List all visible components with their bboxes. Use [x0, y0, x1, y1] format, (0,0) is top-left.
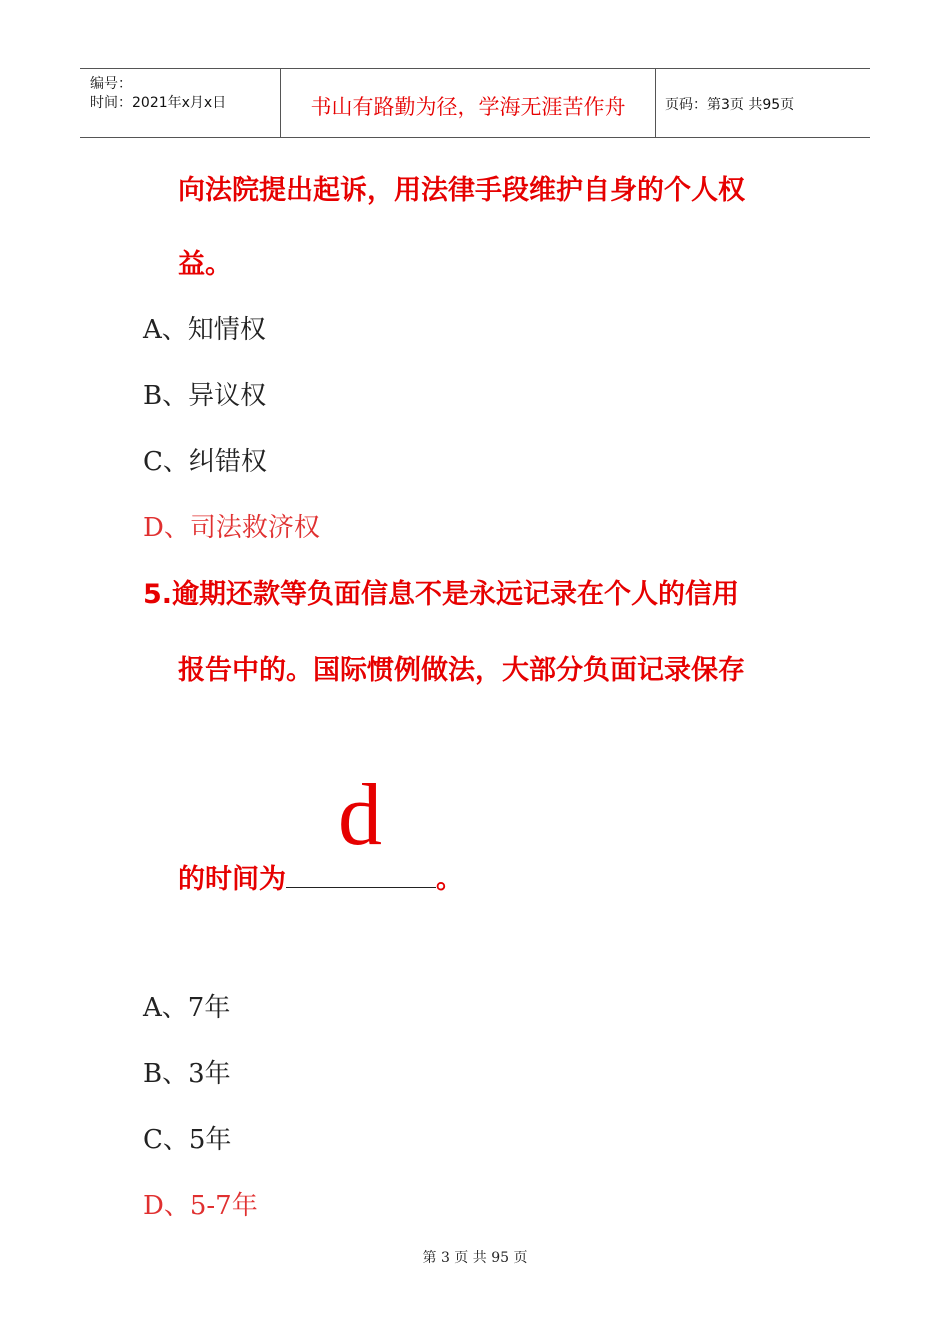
question-4-line-2: 益。 [178, 249, 232, 280]
page-header [80, 68, 870, 138]
question-5-suffix: 。 [436, 864, 463, 895]
q5-option-d: D、5-7年 [143, 1191, 258, 1221]
header-page-cell [655, 69, 870, 137]
q4-option-c: C、纠错权 [143, 447, 267, 477]
q4-option-b: B、异议权 [143, 381, 267, 411]
q5-option-a: A、7年 [143, 993, 231, 1023]
question-5-prefix: 的时间为 [178, 864, 286, 895]
time-label: 时间：2021年x月x日 [90, 95, 227, 111]
question-5-line-1: 5.逾期还款等负面信息不是永远记录在个人的信用 [143, 579, 740, 610]
answer-blank [286, 767, 436, 888]
q4-option-a: A、知情权 [143, 315, 266, 345]
question-5-line-2: 报告中的。国际惯例做法，大部分负面记录保存 [178, 655, 745, 686]
page-info: 页码：第3页 共95页 [665, 97, 795, 113]
q4-option-d: D、司法救济权 [143, 513, 320, 543]
header-meta-cell [80, 69, 280, 137]
question-5-line-3 [178, 767, 463, 896]
q5-option-b: B、3年 [143, 1059, 231, 1089]
header-motto-cell [280, 69, 656, 137]
q5-option-c: C、5年 [143, 1125, 232, 1155]
question-4-line-1: 向法院提出起诉，用法律手段维护自身的个人权 [178, 175, 745, 206]
number-label: 编号： [90, 76, 132, 92]
motto: 书山有路勤为径，学海无涯苦作舟 [310, 95, 626, 119]
handwritten-answer: d [338, 767, 382, 864]
page-footer: 第 3 页 共 95 页 [422, 1250, 528, 1266]
